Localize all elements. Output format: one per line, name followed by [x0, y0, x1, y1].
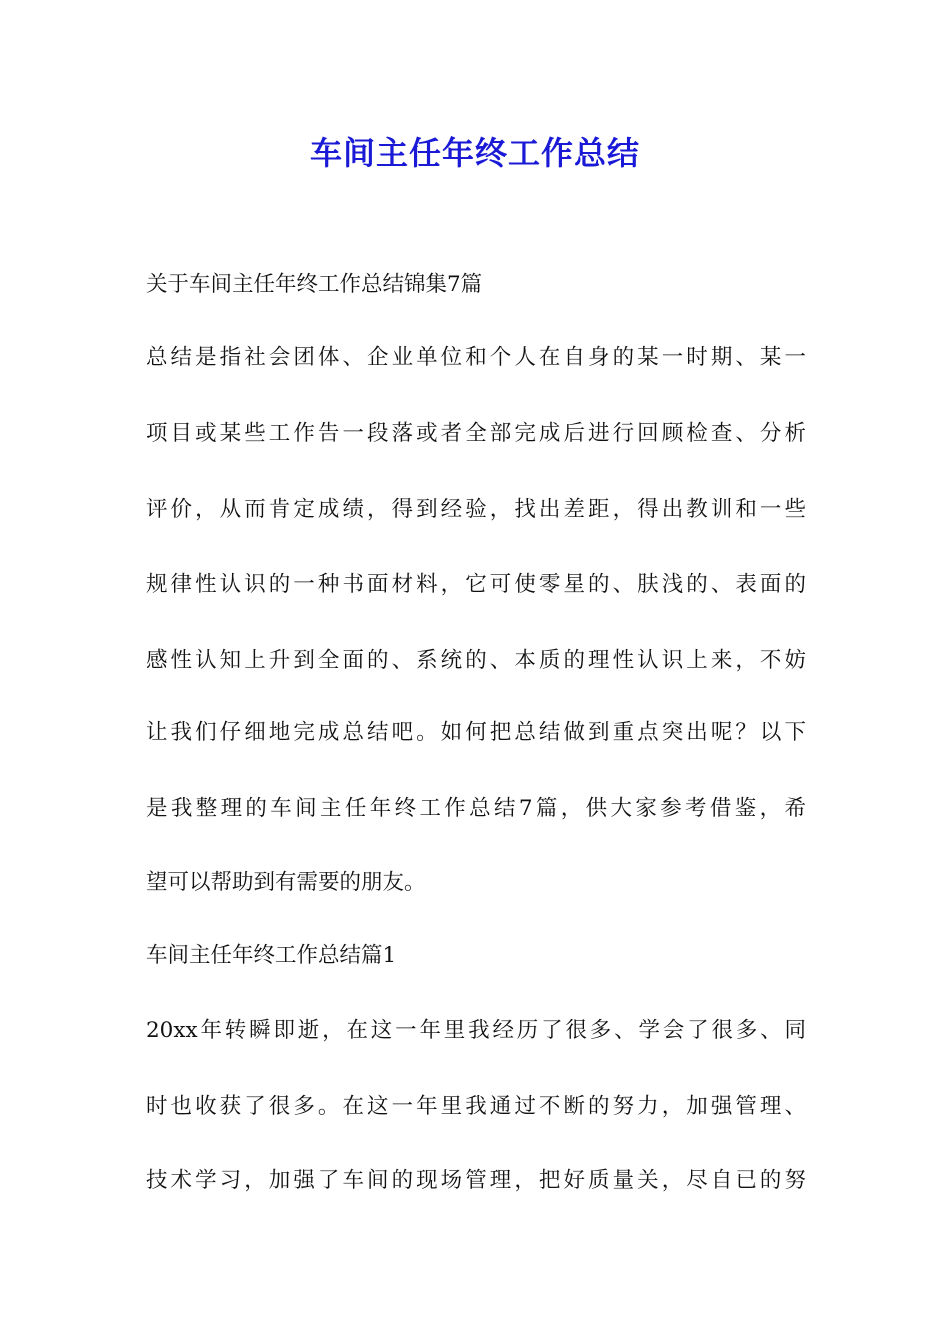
intro-line-8: 望可以帮助到有需要的朋友。 [146, 870, 426, 895]
intro-line-1: 总结是指社会团体、企业单位和个人在自身的某一时期、某一 [146, 345, 806, 370]
intro-line-4: 规律性认识的一种书面材料，它可使零星的、肤浅的、表面的 [146, 572, 806, 597]
document-title: 车间主任年终工作总结 [309, 134, 640, 172]
intro-line-3: 评价，从而肯定成绩，得到经验，找出差距，得出教训和一些 [146, 497, 806, 522]
document-subtitle: 关于车间主任年终工作总结锦集7篇 [146, 272, 483, 297]
intro-line-5: 感性认知上升到全面的、系统的、本质的理性认识上来，不妨 [146, 648, 806, 673]
intro-line-7: 是我整理的车间主任年终工作总结7篇，供大家参考借鉴，希 [146, 796, 806, 821]
section-line-3: 技术学习，加强了车间的现场管理，把好质量关，尽自已的努 [146, 1168, 806, 1193]
section-line-1: 20xx年转瞬即逝，在这一年里我经历了很多、学会了很多、同 [146, 1018, 806, 1043]
intro-line-6: 让我们仔细地完成总结吧。如何把总结做到重点突出呢？以下 [146, 720, 806, 745]
intro-line-2: 项目或某些工作告一段落或者全部完成后进行回顾检查、分析 [146, 421, 806, 446]
section-line-2: 时也收获了很多。在这一年里我通过不断的努力，加强管理、 [146, 1094, 806, 1119]
section-heading: 车间主任年终工作总结篇1 [146, 943, 397, 968]
